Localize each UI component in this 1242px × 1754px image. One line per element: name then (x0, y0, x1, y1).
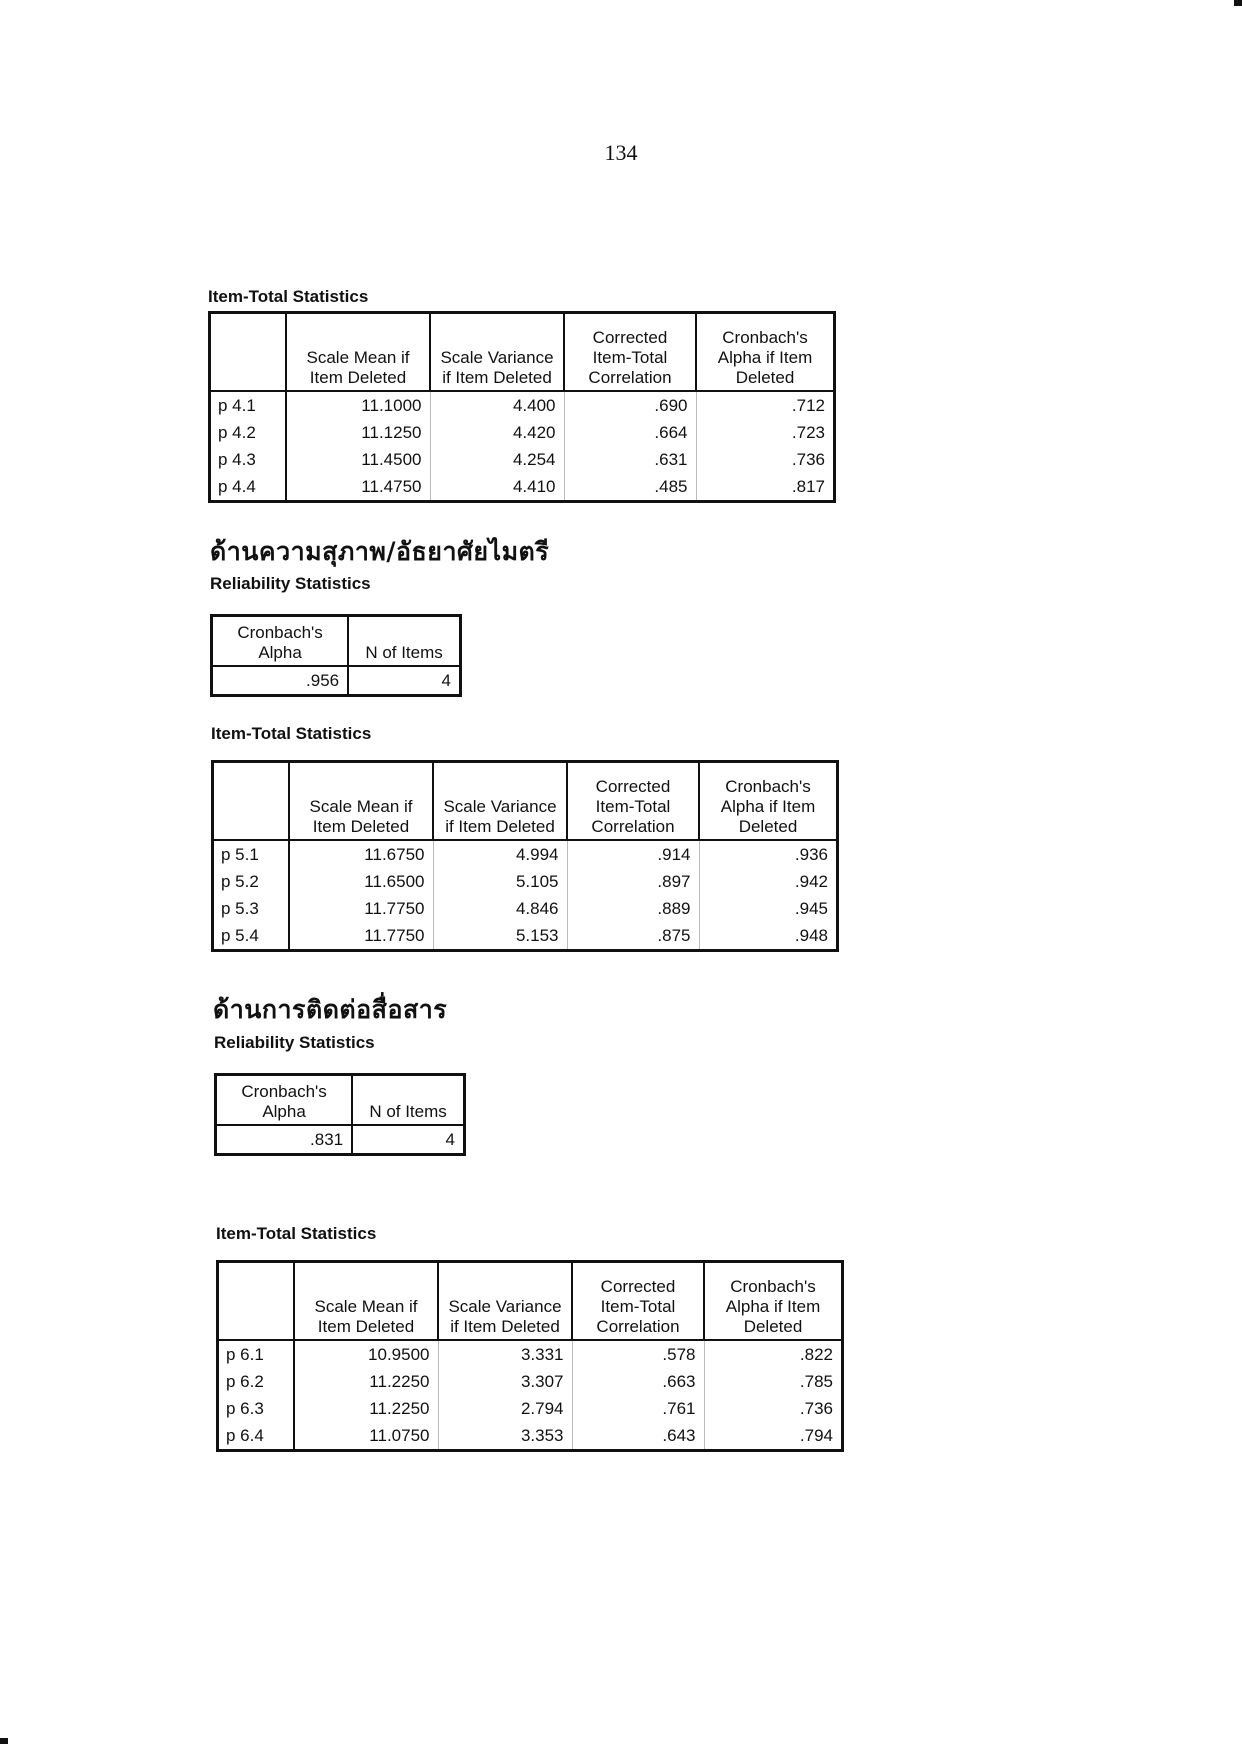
table-row (218, 1340, 843, 1368)
col-header: Corrected Item-Total Correlation (572, 1262, 704, 1340)
row-label: p 5.4 (213, 922, 290, 951)
scan-edge-mark (1234, 0, 1242, 6)
cell: 4 (352, 1125, 464, 1155)
row-label: p 5.1 (213, 840, 290, 868)
col-header: Scale Variance if Item Deleted (433, 762, 567, 840)
cell: .897 (567, 868, 699, 895)
cell: .875 (567, 922, 699, 951)
cell: 3.331 (438, 1340, 572, 1368)
cell: 11.4500 (361, 449, 422, 469)
scan-edge-mark (0, 1738, 8, 1744)
col-header: Cronbach's Alpha if Item Deleted (704, 1262, 843, 1340)
cell: 11.1250 (361, 422, 422, 442)
cell: 2.794 (438, 1395, 572, 1422)
reliability-table (214, 1073, 466, 1156)
cell: .945 (699, 895, 838, 922)
section-heading: ด้านการติดต่อสื่อสาร (213, 995, 448, 1024)
col-header: Scale Variance if Item Deleted (438, 1262, 572, 1340)
table-row (213, 922, 838, 951)
cell: .785 (704, 1368, 843, 1395)
row-header-cell (218, 1262, 295, 1340)
row-label: p 5.2 (213, 868, 290, 895)
table-row (210, 473, 835, 502)
col-header: Corrected Item-Total Correlation (567, 762, 699, 840)
table-row (212, 666, 461, 696)
cell: 11.4750 (361, 476, 422, 496)
cell: 11.1000 (361, 395, 422, 415)
table-row (218, 1422, 843, 1451)
section-heading: ด้านความสุภาพ/อัธยาศัยไมตรี (210, 537, 550, 566)
item-total-section-p5 (211, 724, 839, 952)
table-row (216, 1125, 465, 1155)
item-total-table (208, 311, 836, 503)
cell: 11.0750 (369, 1425, 430, 1445)
item-total-table (211, 760, 839, 952)
item-total-section-p6 (216, 1224, 844, 1452)
cell: 11.6750 (364, 844, 425, 864)
col-header: Scale Mean if Item Deleted (294, 1262, 438, 1340)
col-header: Scale Mean if Item Deleted (289, 762, 433, 840)
row-label: p 6.3 (218, 1395, 295, 1422)
reliability-table (210, 614, 462, 697)
cell: .485 (564, 473, 696, 502)
cell: 11.7750 (364, 898, 425, 918)
cell: .761 (572, 1395, 704, 1422)
cell: .936 (699, 840, 838, 868)
col-header: Scale Mean if Item Deleted (286, 313, 430, 391)
table-caption: Item-Total Statistics (216, 1224, 377, 1243)
row-label: p 4.3 (210, 446, 287, 473)
cell: .831 (310, 1130, 344, 1149)
reliability-section-p6 (214, 1033, 466, 1156)
cell: .664 (564, 419, 696, 446)
cell: 4.994 (433, 840, 567, 868)
row-label: p 4.4 (210, 473, 287, 502)
col-header: N of Items (352, 1075, 464, 1126)
cell: .914 (567, 840, 699, 868)
row-label: p 5.3 (213, 895, 290, 922)
table-caption: Reliability Statistics (210, 574, 371, 593)
row-label: p 4.2 (210, 419, 287, 446)
cell: 11.6500 (364, 871, 425, 891)
cell: 3.307 (438, 1368, 572, 1395)
cell: .690 (564, 391, 696, 419)
cell: .631 (564, 446, 696, 473)
col-header: Cronbach's Alpha if Item Deleted (699, 762, 838, 840)
cell: .643 (572, 1422, 704, 1451)
cell: .578 (572, 1340, 704, 1368)
cell: 10.9500 (368, 1344, 430, 1364)
row-header-cell (213, 762, 290, 840)
row-label: p 6.2 (218, 1368, 295, 1395)
cell: .712 (696, 391, 835, 419)
cell: 5.153 (433, 922, 567, 951)
cell: 11.2250 (369, 1371, 430, 1391)
table-row (213, 868, 838, 895)
col-header: Cronbach's Alpha if Item Deleted (696, 313, 835, 391)
table-row (213, 895, 838, 922)
cell: .736 (704, 1395, 843, 1422)
page-number: 134 (604, 140, 638, 165)
row-label: p 4.1 (210, 391, 287, 419)
cell: 11.7750 (364, 925, 425, 945)
item-total-table (216, 1260, 844, 1452)
table-row (218, 1368, 843, 1395)
cell: .736 (696, 446, 835, 473)
table-row (218, 1395, 843, 1422)
table-caption: Item-Total Statistics (211, 724, 372, 743)
cell: .948 (699, 922, 838, 951)
cell: .822 (704, 1340, 843, 1368)
cell: 4.420 (430, 419, 564, 446)
cell: 5.105 (433, 868, 567, 895)
cell: .942 (699, 868, 838, 895)
col-header: Corrected Item-Total Correlation (564, 313, 696, 391)
col-header: Scale Variance if Item Deleted (430, 313, 564, 391)
reliability-section-p5 (210, 574, 462, 697)
cell: .723 (696, 419, 835, 446)
cell: 4 (348, 666, 460, 696)
cell: .889 (567, 895, 699, 922)
cell: 4.410 (430, 473, 564, 502)
col-header: N of Items (348, 616, 460, 667)
item-total-section-p4 (208, 287, 836, 503)
cell: 3.353 (438, 1422, 572, 1451)
cell: 4.846 (433, 895, 567, 922)
table-row (213, 840, 838, 868)
cell: .956 (306, 671, 340, 690)
table-row (210, 446, 835, 473)
cell: 4.254 (430, 446, 564, 473)
row-label: p 6.1 (218, 1340, 295, 1368)
table-row (210, 419, 835, 446)
cell: 11.2250 (369, 1398, 430, 1418)
table-caption: Reliability Statistics (214, 1033, 375, 1052)
row-label: p 6.4 (218, 1422, 295, 1451)
col-header: Cronbach's Alpha (212, 616, 349, 667)
cell: 4.400 (430, 391, 564, 419)
cell: .663 (572, 1368, 704, 1395)
table-caption: Item-Total Statistics (208, 287, 369, 306)
cell: .794 (704, 1422, 843, 1451)
table-row (210, 391, 835, 419)
col-header: Cronbach's Alpha (216, 1075, 353, 1126)
row-header-cell (210, 313, 287, 391)
cell: .817 (696, 473, 835, 502)
